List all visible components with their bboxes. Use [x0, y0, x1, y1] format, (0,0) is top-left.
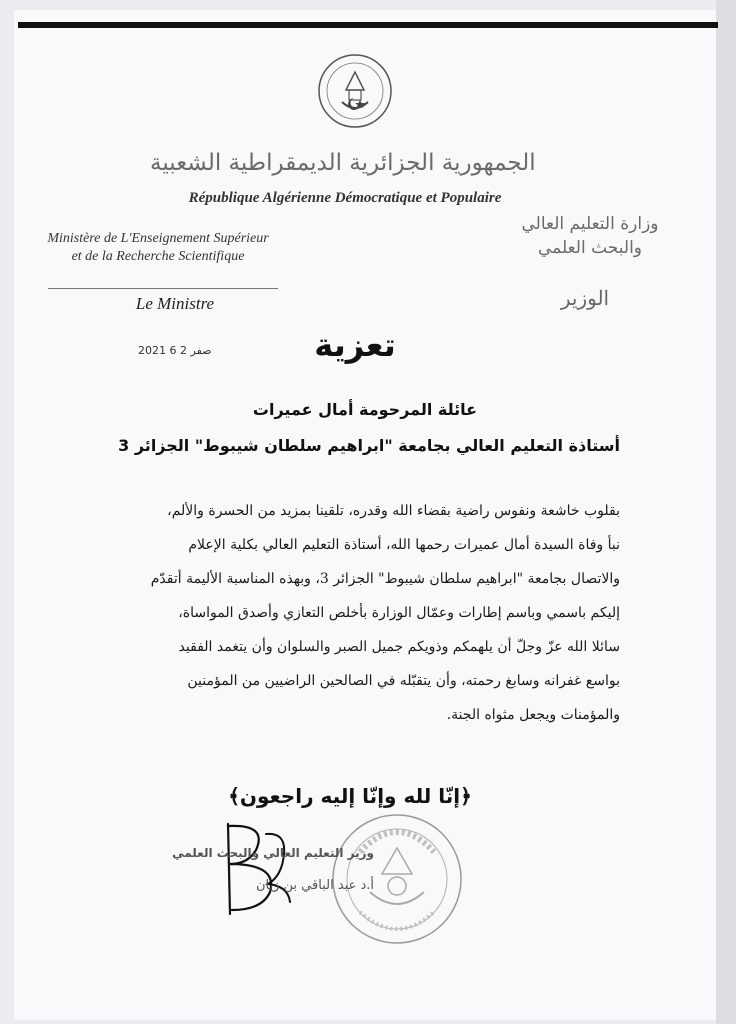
body-line: والاتصال بجامعة "ابراهيم سلطان شيبوط" الجزائر 3، وبهذه المناسبة الأليمة أتقدّم: [150, 571, 620, 587]
body-line: نبأ وفاة السيدة أمال عميرات رحمها الله، أستاذة التعليم العالي بكلية الإعلام: [188, 537, 620, 553]
subtitle-position: أستاذة التعليم العالي بجامعة "ابراهيم سلطان شيبوط" الجزائر 3: [118, 436, 620, 455]
ministry-french: [28, 230, 288, 266]
quran-verse: ﴿إنّا لله وإنّا إليه راجعون﴾: [228, 784, 472, 808]
body-line: والمؤمنات ويجعل مثواه الجنة.: [446, 707, 620, 723]
le-ministre-label: Le Ministre: [135, 294, 215, 313]
al-wazir-label: الوزير: [560, 286, 610, 310]
republic-arabic: الجمهورية الجزائرية الديمقراطية الشعبية: [150, 150, 536, 176]
subtitle-family: عائلة المرحومة أمال عميرات: [252, 400, 478, 419]
ministry-french-line-2: et de la Recherche Scientifique: [71, 249, 245, 264]
signatory-title: وزير التعليم العالي والبحث العلمي: [172, 846, 374, 860]
top-border-rule: [18, 22, 718, 28]
state-emblem-icon: [316, 50, 394, 132]
header-divider: [48, 288, 278, 289]
body-line: بواسع غفرانه وسابغ رحمته، وأن يتقبّله في الصالحين الراضيين من المؤمنين: [187, 673, 620, 689]
handwritten-signature-icon: [208, 814, 298, 924]
body-line: إليكم باسمي وباسم إطارات وعمّال الوزارة بأخلص التعازي وأصدق المواساة،: [178, 605, 620, 621]
ministry-arabic: [500, 212, 680, 260]
ministry-arabic-line-2: والبحث العلمي: [537, 238, 643, 258]
republic-french: République Algérienne Démocratique et Populaire: [188, 190, 502, 206]
condolence-body: [100, 494, 620, 732]
document-date: 2021 ﺻﻔﺮ 2 6: [138, 344, 212, 357]
body-line: سائلا الله عزّ وجلّ أن يلهمكم وذويكم جميل الصبر والسلوان وأن يتغمد الفقيد: [178, 639, 620, 655]
document-title: تعزية: [314, 326, 396, 364]
signatory-name: أ.د عبد الباقي بن زيان: [256, 878, 374, 893]
body-line: بقلوب خاشعة ونفوس راضية بقضاء الله وقدره، تلقينا بمزيد من الحسرة والألم،: [167, 503, 620, 519]
scan-edge: [716, 0, 736, 1024]
ministry-arabic-line-1: وزارة التعليم العالي: [521, 214, 659, 234]
ministry-french-line-1: Ministère de L'Enseignement Supérieur: [47, 231, 269, 246]
